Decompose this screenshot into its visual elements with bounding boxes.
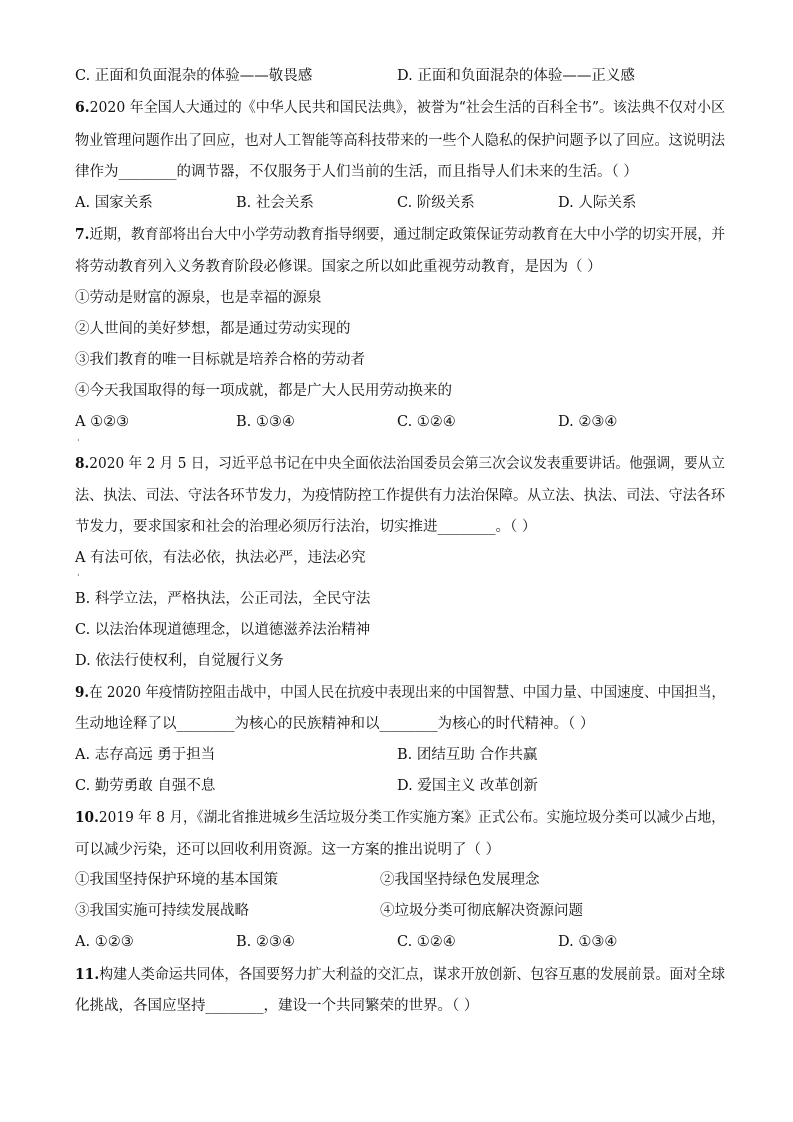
q10-stem-line-1 (75, 808, 725, 828)
q9-option-c: C. 勤劳勇敢 自强不息 (75, 778, 216, 794)
q10-item-4: ④垃圾分类可彻底解决资源问题 (380, 903, 583, 919)
q7-option-b: B. ①③④ (236, 414, 295, 430)
q10-option-d: D. ①③④ (558, 934, 618, 950)
q10-option-b: B. ②③④ (236, 934, 295, 950)
q7-option-a: A ①②③ (75, 414, 130, 430)
q8-option-c: C. 以法治体现道德理念，以道德滋养法治精神 (75, 622, 371, 638)
q8-option-a: A 有法可依，有法必依，执法必严，违法必究 (75, 550, 366, 566)
q8-stem-line-3: 节发力，要求国家和社会的治理必须厉行法治，切实推进________。（ ） (75, 519, 537, 535)
stray-mark: ˌ (77, 433, 80, 443)
q11-stem-line-2: 化挑战，各国应坚持________，建设一个共同繁荣的世界。（ ） (75, 998, 479, 1014)
q9-stem-line-1 (75, 683, 725, 703)
q6-option-c: C. 阶级关系 (397, 195, 475, 211)
q7-stem-line-2: 将劳动教育列入义务教育阶段必修课。国家之所以如此重视劳动教育，是因为（ ） (75, 259, 602, 275)
q9-option-d: D. 爱国主义 改革创新 (397, 778, 538, 794)
question-number: 10. (75, 809, 99, 826)
q6-option-a: A. 国家关系 (75, 195, 153, 211)
q7-text: 近期，教育部将出台大中小学劳动教育指导纲要，通过制定政策保证劳动教育在大中小学的切实开展，并 (89, 227, 726, 243)
q7-option-c: C. ①②④ (397, 414, 456, 430)
q7-stem-line-1 (75, 225, 725, 245)
q7-option-d: D. ②③④ (558, 414, 618, 430)
q9-stem-line-2: 生动地诠释了以________为核心的民族精神和以________为核心的时代精神。（ ） (75, 716, 595, 732)
q10-item-2: ②我国坚持绿色发展理念 (380, 872, 540, 888)
q9-text: 在 2020 年疫情防控阻击战中，中国人民在抗疫中表现出来的中国智慧、中国力量、中国速度、中国担当， (89, 685, 725, 701)
question-number: 8. (75, 455, 90, 472)
q8-stem-line-2: 法、执法、司法、守法各环节发力，为疫情防控工作提供有力法治保障。从立法、执法、司法、守法各环 (75, 488, 725, 504)
q10-text: 2019 年 8 月，《湖北省推进城乡生活垃圾分类工作实施方案》正式公布。实施垃圾分类可以减少占地， (98, 810, 725, 826)
q8-stem-line-1 (75, 454, 725, 474)
q8-option-b: B. 科学立法，严格执法，公正司法，全民守法 (75, 591, 371, 607)
q5-option-d: D. 正面和负面混杂的体验——正义感 (397, 68, 635, 84)
q9-option-b: B. 团结互助 合作共赢 (397, 747, 538, 763)
stray-mark: ˌ (77, 568, 80, 578)
q10-stem-line-2: 可以减少污染，还可以回收利用资源。这一方案的推出说明了（ ） (75, 842, 501, 858)
q6-stem-line-3: 律作为________的调节器，不仅服务于人们当前的生活，而且指导人们未来的生活。（ ） (75, 164, 638, 180)
q9-option-a: A. 志存高远 勇于担当 (75, 747, 216, 763)
q10-item-1: ①我国坚持保护环境的基本国策 (75, 872, 278, 888)
q5-option-c: C. 正面和负面混杂的体验——敬畏感 (75, 68, 313, 84)
q10-option-a: A. ①②③ (75, 934, 134, 950)
question-number: 9. (75, 684, 90, 701)
q6-option-d: D. 人际关系 (558, 195, 637, 211)
q6-stem-line-1 (75, 98, 725, 118)
q8-option-d: D. 依法行使权利，自觉履行义务 (75, 653, 284, 669)
q6-text: 2020 年全国人大通过的《中华人民共和国民法典》，被誉为“社会生活的百科全书”。该法典不仅对小区 (89, 100, 726, 116)
question-number: 7. (75, 226, 90, 243)
q7-item-2: ②人世间的美好梦想，都是通过劳动实现的 (75, 321, 351, 337)
question-number: 11. (75, 966, 100, 983)
q6-stem-line-2: 物业管理问题作出了回应，也对人工智能等高科技带来的一些个人隐私的保护问题予以了回应。这说明法 (75, 133, 725, 149)
q10-item-3: ③我国实施可持续发展战略 (75, 903, 249, 919)
q7-item-4: ④今天我国取得的每一项成就，都是广大人民用劳动换来的 (75, 383, 452, 399)
q11-text: 构建人类命运共同体，各国要努力扩大利益的交汇点，谋求开放创新、包容互惠的发展前景。面对全球 (99, 967, 726, 983)
q7-item-1: ①劳动是财富的源泉，也是幸福的源泉 (75, 290, 322, 306)
q8-text: 2020 年 2 月 5 日，习近平总书记在中央全面依法治国委员会第三次会议发表重要讲话。他强调，要从立 (89, 456, 725, 472)
question-number: 6. (75, 99, 90, 116)
q11-stem-line-1 (75, 965, 725, 985)
q7-item-3: ③我们教育的唯一目标就是培养合格的劳动者 (75, 352, 365, 368)
q10-option-c: C. ①②④ (397, 934, 456, 950)
q6-option-b: B. 社会关系 (236, 195, 314, 211)
